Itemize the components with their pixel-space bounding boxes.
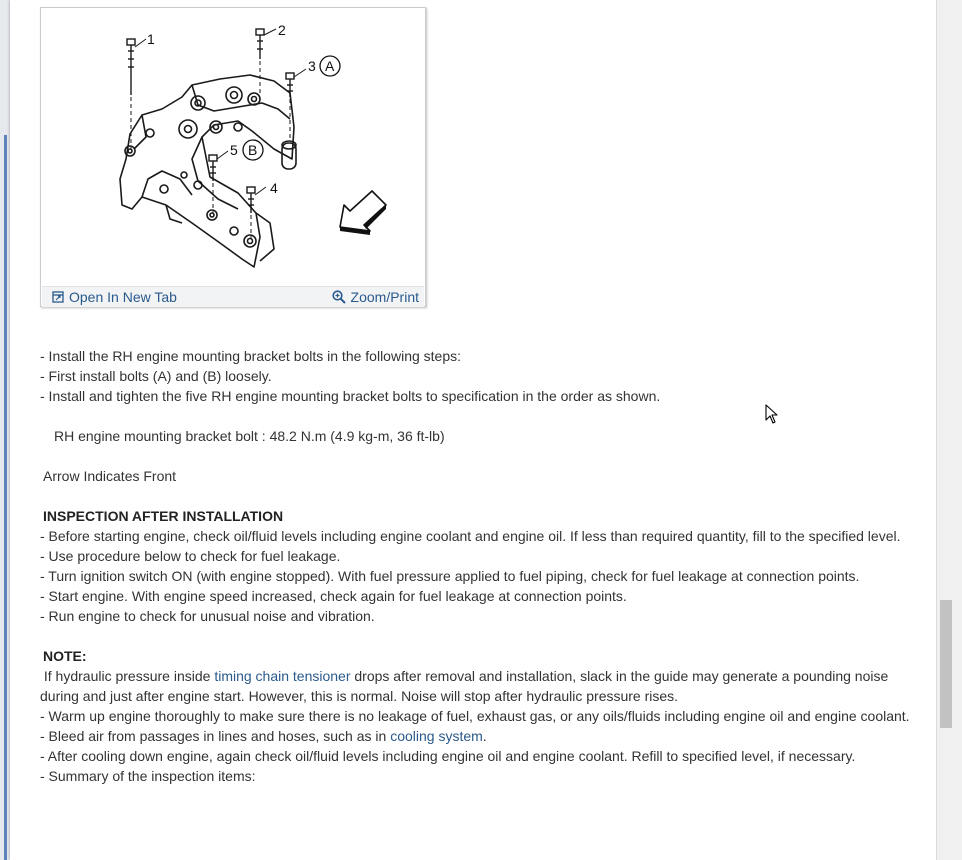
- callout-2-label: 2: [278, 22, 286, 38]
- scrollbar-thumb[interactable]: [940, 600, 952, 728]
- note-paragraph: [40, 666, 920, 706]
- callout-5-label: 5: [230, 142, 238, 158]
- engine-bracket-diagram[interactable]: [42, 9, 424, 285]
- open-new-tab-icon: [52, 291, 64, 303]
- inspection-item: - Run engine to check for unusual noise and vibration.: [40, 608, 375, 624]
- zoom-print-link[interactable]: [332, 289, 419, 305]
- bleed-text-after: .: [482, 728, 487, 744]
- timing-chain-tensioner-link[interactable]: timing chain tensioner: [214, 668, 351, 684]
- inspection-heading: INSPECTION AFTER INSTALLATION: [43, 508, 284, 524]
- inspection-item: - Start engine. With engine speed increased, check again for fuel leakage at connection points.: [40, 588, 627, 604]
- step-a: - First install bolts (A) and (B) loosely.: [40, 368, 272, 384]
- callout-b-letter: B: [248, 142, 258, 158]
- callout-3-label: 3: [308, 58, 316, 74]
- summary-item: - Summary of the inspection items:: [40, 768, 256, 784]
- inspection-item: - Turn ignition switch ON (with engine stopped). With fuel pressure applied to fuel piping, check for fuel leakage at connection points.: [40, 568, 860, 584]
- steps-intro: - Install the RH engine mounting bracket bolts in the following steps:: [40, 348, 462, 364]
- torque-spec: RH engine mounting bracket bolt : 48.2 N.m (4.9 kg-m, 36 ft-lb): [54, 428, 445, 444]
- bleed-item: [40, 726, 920, 746]
- arrow-note: Arrow Indicates Front: [43, 468, 177, 484]
- callout-a-letter: A: [325, 58, 335, 74]
- inspection-item: - Use procedure below to check for fuel leakage.: [40, 548, 341, 564]
- procedure-text: [40, 346, 920, 786]
- note-text-after: drops after removal and installation, slack in the guide may generate a pounding noise during and just after engine start. However, this is normal. Noise will stop after hydraulic pressure rises.: [40, 668, 889, 704]
- cooling-system-link[interactable]: cooling system: [390, 728, 483, 744]
- document-page: [10, 0, 936, 860]
- cooldown-item: - After cooling down engine, again check oil/fluid levels including engine oil and engine coolant. Refill to specified level, if necessary.: [40, 748, 856, 764]
- magnifier-icon: [332, 290, 346, 304]
- warmup-item: - Warm up engine thoroughly to make sure there is no leakage of fuel, exhaust gas, or any oils/fluids including engine oil and engine coolant.: [40, 708, 910, 724]
- note-text-before: If hydraulic pressure inside: [43, 668, 215, 684]
- callout-1-label: 1: [147, 31, 155, 47]
- vertical-scrollbar[interactable]: [936, 0, 962, 860]
- inspection-item: - Before starting engine, check oil/fluid levels including engine coolant and engine oil. If less than required quantity, fill to the specified level.: [40, 528, 901, 544]
- bracket-figure: [40, 7, 426, 307]
- step-b: - Install and tighten the five RH engine mounting bracket bolts to specification in the order as shown.: [40, 388, 661, 404]
- front-arrow-icon: [340, 191, 386, 231]
- left-accent-stripe: [4, 135, 7, 860]
- zoom-print-label: Zoom/Print: [350, 289, 419, 305]
- window-left-edge: [0, 0, 10, 860]
- callout-4-label: 4: [270, 180, 278, 196]
- open-in-new-tab-link[interactable]: [52, 289, 177, 305]
- mouse-pointer-icon: [765, 404, 779, 424]
- note-heading: NOTE:: [43, 648, 87, 664]
- bleed-text-before: - Bleed air from passages in lines and hoses, such as in: [40, 728, 391, 744]
- open-in-new-tab-label: Open In New Tab: [69, 289, 177, 305]
- figure-toolbar: [42, 286, 424, 307]
